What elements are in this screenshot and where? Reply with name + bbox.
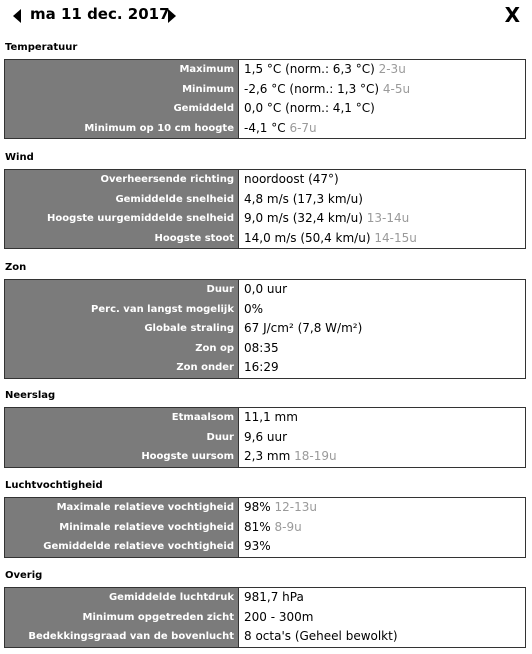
- row-value: [239, 518, 302, 538]
- value-text: 81%: [244, 519, 271, 534]
- section-title: Temperatuur: [5, 42, 78, 53]
- row-label: Maximale relatieve vochtigheid: [5, 498, 239, 518]
- row-label: Maximum: [5, 60, 239, 80]
- row-label: Globale straling: [5, 319, 239, 339]
- table-row: [5, 358, 525, 378]
- row-value: [239, 190, 363, 210]
- table-row: [5, 608, 525, 628]
- table-row: [5, 627, 525, 647]
- table-row: [5, 99, 525, 119]
- row-label: Minimum opgetreden zicht: [5, 608, 239, 628]
- table-row: [5, 537, 525, 557]
- value-text: -4,1 °C: [244, 120, 286, 135]
- row-value: [239, 119, 317, 139]
- value-text: 0,0 °C (norm.: 4,1 °C): [244, 101, 375, 115]
- table-row: [5, 588, 525, 608]
- row-label: Duur: [5, 428, 239, 448]
- table-row: [5, 119, 525, 139]
- table-row: [5, 60, 525, 80]
- row-label: Hoogste stoot: [5, 229, 239, 249]
- value-text: noordoost (47°): [244, 172, 339, 186]
- value-text: 16:29: [244, 360, 279, 374]
- row-label: Minimum op 10 cm hoogte: [5, 119, 239, 139]
- time-range-hint: 12-13u: [274, 500, 317, 514]
- section-title: Wind: [5, 152, 34, 163]
- row-value: [239, 60, 406, 80]
- row-value: [239, 408, 298, 428]
- row-label: Minimum: [5, 80, 239, 100]
- value-text: 11,1 mm: [244, 410, 298, 424]
- table-row: [5, 170, 525, 190]
- row-label: Gemiddelde relatieve vochtigheid: [5, 537, 239, 557]
- value-text: 0%: [244, 301, 264, 316]
- table-row: [5, 518, 525, 538]
- value-text: 98%: [244, 500, 271, 514]
- table-row: [5, 339, 525, 359]
- value-text: 9,6 uur: [244, 429, 288, 444]
- row-label: Zon op: [5, 339, 239, 359]
- row-value: [239, 170, 339, 190]
- value-text: 9,0 m/s (32,4 km/u): [244, 211, 363, 225]
- row-label: Gemiddeld: [5, 99, 239, 119]
- row-label: Bedekkingsgraad van de bovenlucht: [5, 627, 239, 647]
- time-range-hint: 13-14u: [366, 211, 410, 225]
- value-text: 4,8 m/s (17,3 km/u): [244, 191, 363, 206]
- row-value: [239, 498, 317, 518]
- table-row: [5, 209, 525, 229]
- section-title: Overig: [5, 570, 43, 581]
- section-table: [4, 169, 526, 249]
- value-text: 67 J/cm² (7,8 W/m²): [244, 321, 363, 335]
- row-value: [239, 428, 287, 448]
- time-range-hint: 8-9u: [274, 519, 302, 534]
- row-label: Gemiddelde luchtdruk: [5, 588, 239, 608]
- section-table: [4, 279, 526, 379]
- row-value: [239, 358, 279, 378]
- row-value: [239, 300, 263, 320]
- table-row: [5, 408, 525, 428]
- row-value: [239, 209, 409, 229]
- section-title: Zon: [5, 262, 27, 273]
- time-range-hint: 2-3u: [378, 62, 406, 76]
- date-label: ma 11 dec. 2017: [30, 5, 170, 23]
- row-value: [239, 447, 337, 467]
- section-title: Luchtvochtigheid: [5, 480, 103, 491]
- value-text: 2,3 mm: [244, 449, 291, 463]
- value-text: 14,0 m/s (50,4 km/u): [244, 230, 371, 245]
- table-row: [5, 300, 525, 320]
- row-label: Minimale relatieve vochtigheid: [5, 518, 239, 538]
- next-day-icon[interactable]: [168, 9, 176, 23]
- table-row: [5, 319, 525, 339]
- section-title: Neerslag: [5, 390, 56, 401]
- value-text: 200 - 300m: [244, 609, 314, 624]
- row-label: Overheersende richting: [5, 170, 239, 190]
- row-value: [239, 339, 279, 359]
- section-table: [4, 497, 526, 558]
- time-range-hint: 4-5u: [382, 81, 411, 96]
- row-label: Duur: [5, 280, 239, 300]
- value-text: 981,7 hPa: [244, 590, 304, 604]
- row-label: Perc. van langst mogelijk: [5, 300, 239, 320]
- close-button[interactable]: X: [504, 3, 520, 27]
- row-label: Gemiddelde snelheid: [5, 190, 239, 210]
- row-label: Hoogste uurgemiddelde snelheid: [5, 209, 239, 229]
- row-value: [239, 627, 398, 647]
- row-value: [239, 80, 410, 100]
- row-value: [239, 319, 362, 339]
- table-row: [5, 190, 525, 210]
- row-value: [239, 229, 417, 249]
- value-text: 93%: [244, 539, 271, 553]
- section-table: [4, 59, 526, 139]
- row-label: Hoogste uursom: [5, 447, 239, 467]
- row-value: [239, 280, 287, 300]
- value-text: 8 octa's (Geheel bewolkt): [244, 629, 398, 643]
- value-text: 08:35: [244, 340, 279, 355]
- value-text: 1,5 °C (norm.: 6,3 °C): [244, 62, 375, 76]
- row-value: [239, 608, 313, 628]
- time-range-hint: 18-19u: [294, 449, 337, 463]
- table-row: [5, 498, 525, 518]
- table-row: [5, 280, 525, 300]
- value-text: -2,6 °C (norm.: 1,3 °C): [244, 81, 380, 96]
- table-row: [5, 447, 525, 467]
- row-value: [239, 99, 375, 119]
- row-label: Zon onder: [5, 358, 239, 378]
- previous-day-icon[interactable]: [13, 9, 21, 23]
- row-label: Etmaalsom: [5, 408, 239, 428]
- row-value: [239, 537, 271, 557]
- date-header: [0, 0, 532, 30]
- time-range-hint: 6-7u: [289, 120, 317, 135]
- section-table: [4, 407, 526, 468]
- table-row: [5, 229, 525, 249]
- table-row: [5, 428, 525, 448]
- time-range-hint: 14-15u: [374, 230, 417, 245]
- table-row: [5, 80, 525, 100]
- section-table: [4, 587, 526, 648]
- row-value: [239, 588, 304, 608]
- value-text: 0,0 uur: [244, 282, 288, 296]
